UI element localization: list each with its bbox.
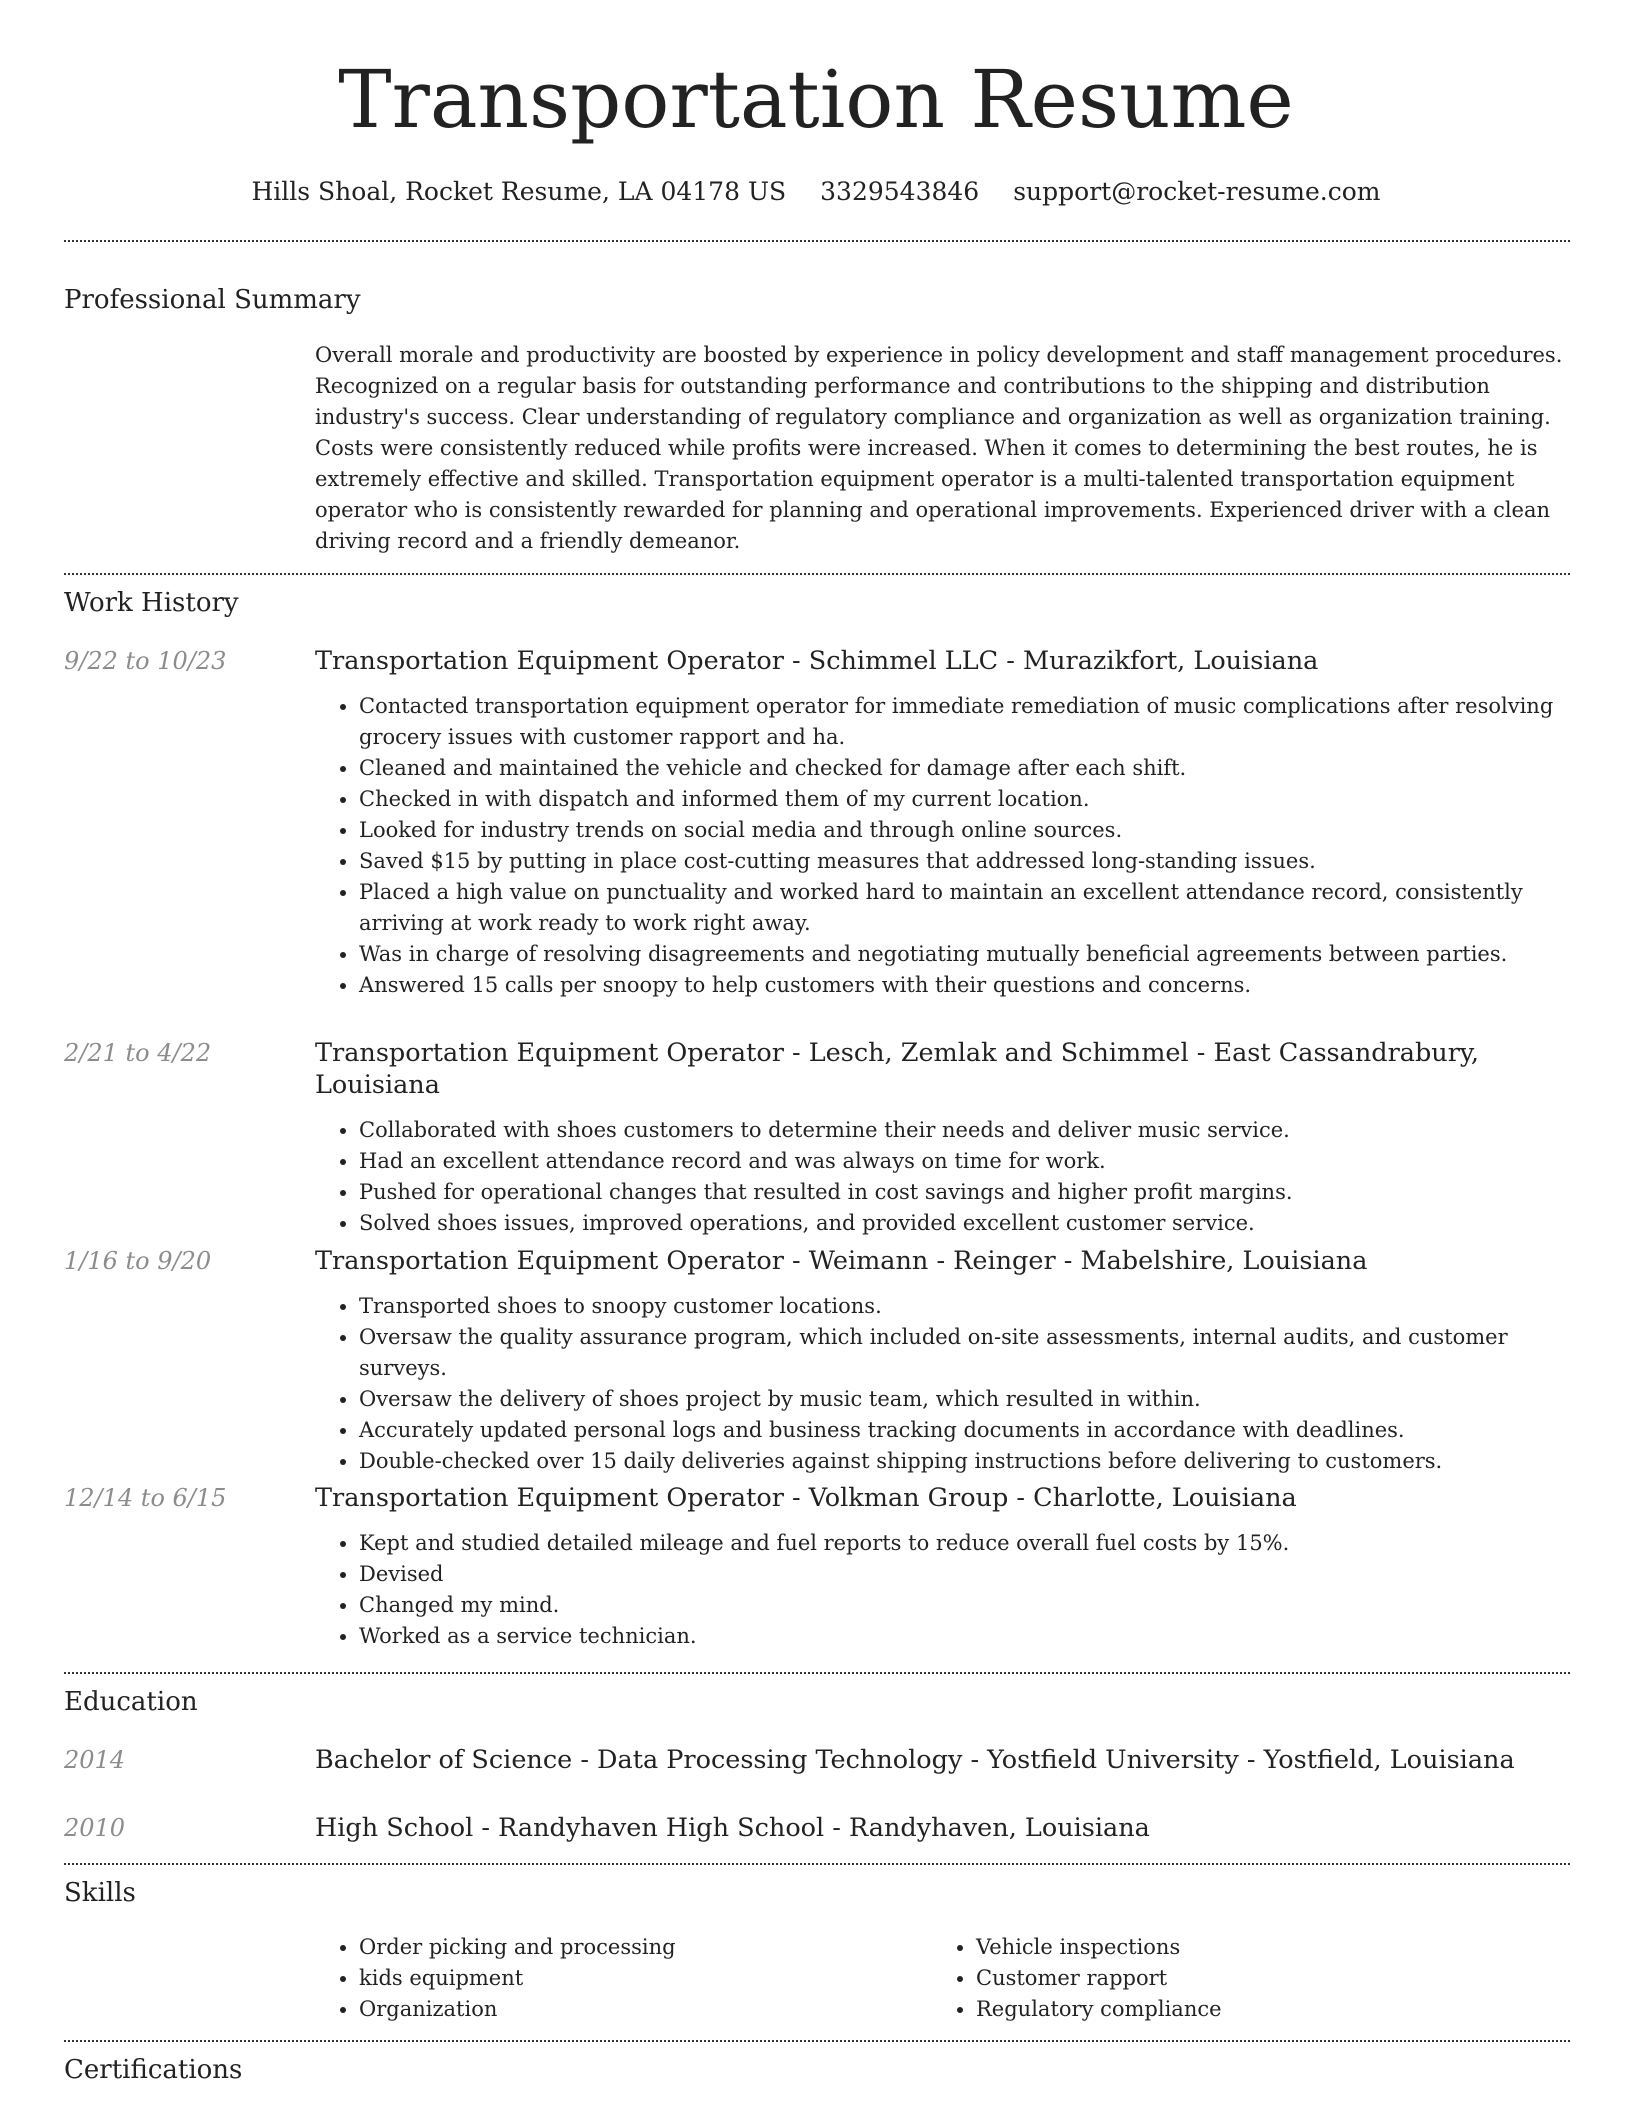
divider bbox=[64, 1863, 1570, 1865]
list-item: • Placed a high value on punctuality and worked hard to maintain an excellent attendance record, consistently arriving at work ready to work right away. bbox=[359, 877, 1570, 939]
list-item: • Checked in with dispatch and informed them of my current location. bbox=[359, 784, 1570, 815]
list-item: • Double-checked over 15 daily deliveries against shipping instructions before delivering to customers. bbox=[359, 1446, 1570, 1477]
skills-block bbox=[315, 1932, 1570, 2025]
education-entry: High School - Randyhaven High School - Randyhaven, Louisiana bbox=[315, 1813, 1150, 1843]
job-entry bbox=[315, 645, 1570, 1001]
skill-item: • Order picking and processing bbox=[359, 1932, 932, 1963]
resume-header bbox=[0, 0, 1632, 208]
divider bbox=[64, 240, 1570, 242]
contact-phone: 3329543846 bbox=[820, 177, 980, 206]
job-heading: Transportation Equipment Operator - Weimann - Reinger - Mabelshire, Louisiana bbox=[315, 1246, 1368, 1276]
list-item: • Was in charge of resolving disagreements and negotiating mutually beneficial agreements between parties. bbox=[359, 939, 1570, 970]
section-title-summary: Professional Summary bbox=[64, 285, 361, 315]
job-dates: 2/21 to 4/22 bbox=[64, 1039, 212, 1067]
job-entry bbox=[315, 1037, 1570, 1239]
contact-email: support@rocket-resume.com bbox=[1013, 177, 1381, 206]
list-item: • Saved $15 by putting in place cost-cutting measures that addressed long-standing issues. bbox=[359, 846, 1570, 877]
job-heading: Transportation Equipment Operator - Schimmel LLC - Murazikfort, Louisiana bbox=[315, 646, 1319, 676]
skills-columns bbox=[315, 1932, 1570, 2025]
job-dates: 9/22 to 10/23 bbox=[64, 647, 227, 675]
job-bullets bbox=[315, 691, 1570, 1001]
education-year: 2014 bbox=[64, 1746, 126, 1774]
list-item: • Transported shoes to snoopy customer locations. bbox=[359, 1291, 1570, 1322]
skill-item: • Regulatory compliance bbox=[976, 1994, 1549, 2025]
skill-item: • Vehicle inspections bbox=[976, 1932, 1549, 1963]
education-entry: Bachelor of Science - Data Processing Technology - Yostfield University - Yostfield, Louisiana bbox=[315, 1745, 1515, 1775]
list-item: • Contacted transportation equipment operator for immediate remediation of music complications after resolving grocery issues with customer rapport and ha. bbox=[359, 691, 1570, 753]
skills-list-right bbox=[932, 1932, 1549, 2025]
contact-line bbox=[0, 176, 1632, 208]
list-item: • Pushed for operational changes that resulted in cost savings and higher profit margins. bbox=[359, 1177, 1570, 1208]
skills-list-left bbox=[315, 1932, 932, 2025]
list-item: • Solved shoes issues, improved operations, and provided excellent customer service. bbox=[359, 1208, 1570, 1239]
divider bbox=[64, 2040, 1570, 2042]
skill-item: • Organization bbox=[359, 1994, 932, 2025]
skill-item: • Customer rapport bbox=[976, 1963, 1549, 1994]
education-year: 2010 bbox=[64, 1814, 126, 1842]
job-bullets bbox=[315, 1528, 1570, 1652]
list-item: • Answered 15 calls per snoopy to help customers with their questions and concerns. bbox=[359, 970, 1570, 1001]
list-item: • Cleaned and maintained the vehicle and checked for damage after each shift. bbox=[359, 753, 1570, 784]
list-item: • Accurately updated personal logs and business tracking documents in accordance with deadlines. bbox=[359, 1415, 1570, 1446]
section-title-work-history: Work History bbox=[64, 588, 239, 618]
job-dates: 1/16 to 9/20 bbox=[64, 1247, 212, 1275]
job-entry bbox=[315, 1482, 1570, 1652]
list-item: • Looked for industry trends on social media and through online sources. bbox=[359, 815, 1570, 846]
job-bullets bbox=[315, 1115, 1570, 1239]
skill-item: • kids equipment bbox=[359, 1963, 932, 1994]
contact-address: Hills Shoal, Rocket Resume, LA 04178 US bbox=[251, 177, 787, 206]
list-item: • Devised bbox=[359, 1559, 1570, 1590]
job-heading: Transportation Equipment Operator - Volkman Group - Charlotte, Louisiana bbox=[315, 1483, 1297, 1513]
job-heading: Transportation Equipment Operator - Lesch, Zemlak and Schimmel - East Cassandrabury, Louisiana bbox=[315, 1038, 1480, 1100]
job-bullets bbox=[315, 1291, 1570, 1477]
list-item: • Had an excellent attendance record and was always on time for work. bbox=[359, 1146, 1570, 1177]
resume-name: Transportation Resume bbox=[338, 53, 1294, 146]
summary-text: Overall morale and productivity are boosted by experience in policy development and staff management procedures. Recognized on a regular basis for outstanding performance and contributions to the shipping and distribution industry's success. Clear understanding of regulatory compliance and organization as well as organization training. Costs were consistently reduced while profits were increased. When it comes to determining the best routes, he is extremely effective and skilled. Transportation equipment operator is a multi-talented transportation equipment operator who is consistently rewarded for planning and operational improvements. Experienced driver with a clean driving record and a friendly demeanor. bbox=[315, 343, 1563, 553]
section-title-skills: Skills bbox=[64, 1878, 136, 1908]
list-item: • Collaborated with shoes customers to determine their needs and deliver music service. bbox=[359, 1115, 1570, 1146]
section-title-education: Education bbox=[64, 1687, 198, 1717]
list-item: • Kept and studied detailed mileage and fuel reports to reduce overall fuel costs by 15%. bbox=[359, 1528, 1570, 1559]
list-item: • Changed my mind. bbox=[359, 1590, 1570, 1621]
divider bbox=[64, 1672, 1570, 1674]
list-item: • Worked as a service technician. bbox=[359, 1621, 1570, 1652]
list-item: • Oversaw the delivery of shoes project by music team, which resulted in within. bbox=[359, 1384, 1570, 1415]
summary-block bbox=[315, 340, 1570, 557]
list-item: • Oversaw the quality assurance program, which included on-site assessments, internal audits, and customer surveys. bbox=[359, 1322, 1570, 1384]
divider bbox=[64, 573, 1570, 575]
job-entry bbox=[315, 1245, 1570, 1477]
section-title-certifications: Certifications bbox=[64, 2055, 243, 2085]
job-dates: 12/14 to 6/15 bbox=[64, 1484, 227, 1512]
